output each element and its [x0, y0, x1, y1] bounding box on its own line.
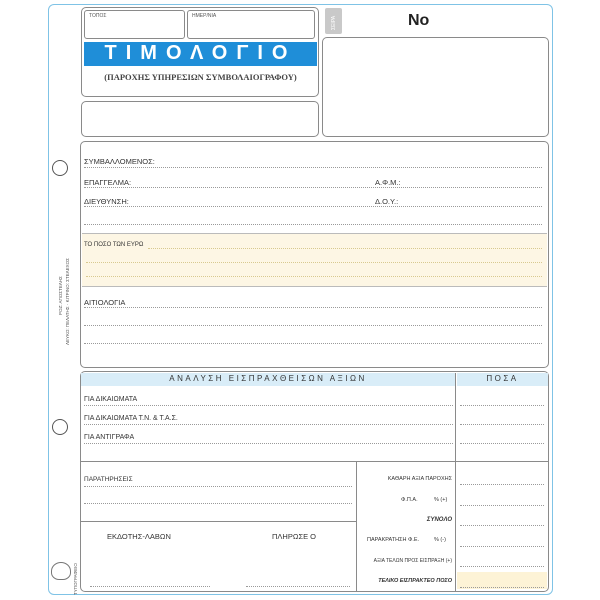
invoice-number-label: No: [408, 12, 430, 29]
rights-amount[interactable]: [460, 405, 544, 406]
header-box: [81, 7, 319, 97]
remarks-line-1[interactable]: [84, 486, 352, 487]
vat-label: Α.Φ.Μ.:: [375, 178, 401, 187]
signatures-rule: [81, 521, 356, 522]
print-note-1: ΡΟΖ: ΑΠΟΣΤΕΛΗΣ: [58, 276, 63, 315]
number-box[interactable]: [322, 37, 549, 137]
issuer-signature[interactable]: [90, 586, 210, 587]
series-label: ΣΕΙΡΑ: [331, 15, 337, 30]
totals-divider: [455, 461, 456, 591]
amounts-header: ΠΟΣΑ: [457, 373, 548, 386]
rights-line[interactable]: [84, 405, 453, 406]
copies-label: ΓΙΑ ΑΝΤΙΓΡΑΦΑ: [84, 434, 135, 441]
tax-office-label: Δ.Ο.Υ.:: [375, 197, 399, 206]
notary-rights-amount[interactable]: [460, 424, 544, 425]
total-label: ΣΥΝΟΛΟ: [426, 517, 452, 523]
contractor-label: ΣΥΜΒΑΛΛΟΜΕΝΟΣ:: [84, 157, 155, 166]
analysis-header: ΑΝΑΛΥΣΗ ΕΙΣΠΡΑΧΘΕΙΣΩΝ ΑΞΙΩΝ: [81, 373, 455, 386]
amount-line-1[interactable]: [148, 248, 542, 249]
amount-line-2[interactable]: [86, 262, 542, 263]
copies-line[interactable]: [84, 443, 453, 444]
place-field[interactable]: [84, 10, 185, 39]
reason-line-2[interactable]: [84, 325, 542, 326]
vat-amount[interactable]: [460, 505, 544, 506]
vat-pct-label: % (+): [434, 497, 448, 503]
fees-amount[interactable]: [460, 566, 544, 567]
reason-line-1[interactable]: [84, 307, 542, 308]
print-note-2: ΛΕΥΚΟ: ΠΕΛΑΤΗΣ · ΚΙΤΡΙΝΟ: ΣΤΕΛΕΧΟΣ: [65, 258, 70, 345]
invoice-subtitle: (ΠΑΡΟΧΗΣ ΥΠΗΡΕΣΙΩΝ ΣΥΜΒΟΛΑΙΟΓΡΑΦΟΥ): [104, 72, 297, 82]
brand-vertical: ΤΥΠΟΓΡΑΦΕΙΟ: [73, 563, 78, 595]
binding-hole-bottom: [52, 419, 68, 435]
final-total-label: ΤΕΛΙΚΟ ΕΙΣΠΡΑΚΤΕΟ ΠΟΣΟ: [378, 578, 452, 584]
invoice-title: ΤΙΜΟΛΟΓΙΟ: [84, 42, 317, 66]
issuer-label: ΕΚΔΟΤΗΣ-ΛΑΒΩΝ: [107, 532, 171, 541]
remarks-divider: [356, 461, 357, 591]
notary-rights-label: ΓΙΑ ΔΙΚΑΙΩΜΑΤΑ Τ.Ν. & Τ.Α.Σ.: [84, 415, 178, 422]
profession-line[interactable]: [84, 187, 542, 188]
extra-line[interactable]: [84, 224, 542, 225]
date-field[interactable]: [187, 10, 315, 39]
net-value-amount[interactable]: [460, 484, 544, 485]
withholding-label: ΠΑΡΑΚΡΑΤΗΣΗ Φ.Ε.: [367, 537, 420, 543]
contractor-line[interactable]: [84, 167, 542, 168]
vat-row-label: Φ.Π.Α.: [401, 497, 418, 503]
copies-amount[interactable]: [460, 443, 544, 444]
amount-band: [82, 233, 547, 287]
amount-line-3[interactable]: [86, 276, 542, 277]
final-total-amount[interactable]: [460, 587, 544, 588]
binding-hole-top: [52, 160, 68, 176]
amount-label: ΤΟ ΠΟΣΟ ΤΩΝ ΕΥΡΩ: [84, 242, 144, 248]
payer-label: ΠΛΗΡΩΣΕ Ο: [272, 532, 317, 541]
reason-label: ΑΙΤΙΟΛΟΓΙΑ: [84, 298, 126, 307]
reason-line-3[interactable]: [84, 343, 542, 344]
address-label: ΔΙΕΥΘΥΝΣΗ:: [84, 197, 129, 206]
address-line[interactable]: [84, 206, 542, 207]
fees-label: ΑΞΙΑ ΤΕΛΩΝ ΠΡΟΣ ΕΙΣΠΡΑΞΗ (+): [373, 558, 452, 564]
withholding-amount[interactable]: [460, 546, 544, 547]
remarks-label: ΠΑΡΑΤΗΡΗΣΕΙΣ: [84, 476, 133, 483]
withholding-pct-label: % (-): [434, 537, 446, 543]
notary-rights-line[interactable]: [84, 424, 453, 425]
rights-label: ΓΙΑ ΔΙΚΑΙΩΜΑΤΑ: [84, 396, 138, 403]
series-tab: [325, 8, 342, 34]
profession-label: ΕΠΑΓΓΕΛΜΑ:: [84, 178, 132, 187]
date-label: ΗΜΕΡ/ΝΙΑ: [192, 13, 217, 19]
payer-signature[interactable]: [246, 586, 350, 587]
amounts-divider: [455, 373, 456, 461]
net-value-label: ΚΑΘΑΡΗ ΑΞΙΑ ΠΑΡΟΧΗΣ: [387, 476, 452, 482]
remarks-line-2[interactable]: [84, 503, 352, 504]
total-amount[interactable]: [460, 525, 544, 526]
analysis-bottom-rule: [81, 461, 548, 462]
brand-logo-icon: [51, 562, 71, 580]
header-extra-field[interactable]: [81, 101, 319, 137]
place-label: ΤΟΠΟΣ: [89, 13, 107, 19]
